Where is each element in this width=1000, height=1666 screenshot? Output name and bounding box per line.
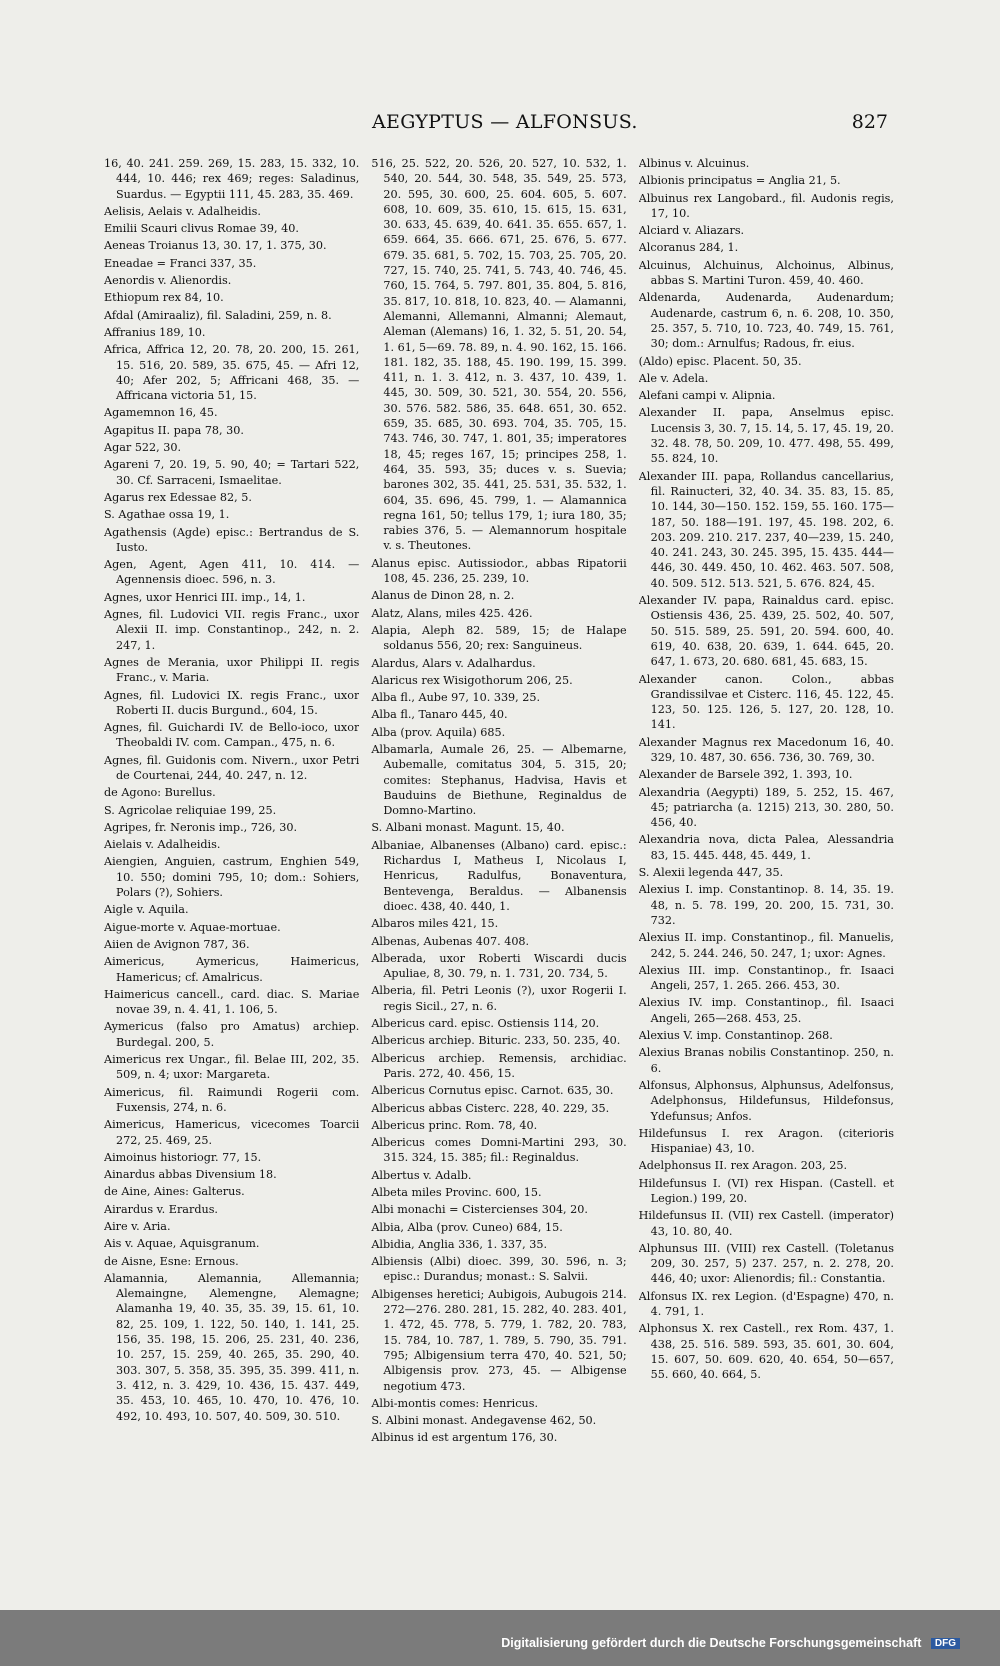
index-entry: Haimericus cancell., card. diac. S. Mariae novae 39, n. 4. 41, 1. 106, 5. [104,987,360,1017]
index-entry: Albeta miles Provinc. 600, 15. [371,1186,542,1199]
index-entry: Agnes, fil. Ludovici IX. regis Franc., uxor Roberti II. ducis Burgund., 604, 15. [104,688,360,717]
index-entry: S. Agricolae reliquiae 199, 25. [104,803,277,817]
index-entry: Affranius 189, 10. [104,325,206,339]
index-entry: Alfonsus IX. rex Legion. (d'Espagne) 470, n. 4. 791, 1. [638,1289,894,1319]
index-column-right [639,156,894,1551]
dfg-logo: DFG [931,1638,960,1649]
index-entry: Agareni 7, 20. 19, 5. 90, 40; = Tartari 522, 30. Cf. Sarraceni, Ismaelitae. [104,458,360,487]
index-entry: Albericus card. episc. Ostiensis 114, 20. [371,1017,600,1031]
index-entry: Alexius Branas nobilis Constantinop. 250, n. 6. [638,1046,894,1075]
index-entry: Alba fl., Tanaro 445, 40. [371,708,508,722]
index-entry: Albericus Cornutus episc. Carnot. 635, 30. [371,1084,614,1098]
index-entry: Alexander Magnus rex Macedonum 16, 40. 329, 10. 487, 30. 656. 736, 30. 769, 30. [638,735,894,764]
index-entry: Alexander III. papa, Rollandus cancellarius, fil. Rainucteri, 32, 40. 34. 35. 83, 15. 85, 10. 144, 30—150. 152. 159, 55. 160. 175—187, 50. 188—191. 197, 45. 198. 202, 6. 203. 209. 210. 217. 237, 40—239, 15. 240, 40. 241. 243, 30. 245. 395, 15. 435. 444—446, 30. 449. 450, 10. 462. 463. 507. 508, 40. 509. 512. 513. 521, 5. 676. 824, 45. [638,469,894,590]
index-entry: Albuinus rex Langobard., fil. Audonis regis, 17, 10. [638,191,894,220]
index-entry: Aiengien, Anguien, castrum, Enghien 549, 10. 550; domini 795, 10; dom.: Sohiers, Polars (?), Sohiers. [104,855,360,900]
index-entry: Airardus v. Erardus. [104,1202,218,1216]
index-entry: Aimericus, Aymericus, Haimericus, Hamericus; cf. Amalricus. [104,955,360,984]
index-entry: Alba fl., Aube 97, 10. 339, 25. [371,691,541,705]
index-entry: Alatz, Alans, miles 425. 426. [371,606,533,620]
index-entry: Agapitus II. papa 78, 30. [104,423,244,437]
index-entry: Aigue-morte v. Aquae-mortuae. [104,920,281,934]
index-entry: Albaros miles 421, 15. [371,917,499,931]
index-entry: Albi-montis comes: Henricus. [371,1396,538,1410]
index-entry: Alcuinus, Alchuinus, Alchoinus, Albinus, abbas S. Martini Turon. 459, 40. 460. [638,258,894,288]
index-entry: Aimericus, Hamericus, vicecomes Toarcii 272, 25. 469, 25. [104,1118,360,1147]
index-entry: Albertus v. Adalb. [371,1168,472,1182]
index-entry: Albionis principatus = Anglia 21, 5. [638,174,841,188]
index-entry: Eneadae = Franci 337, 35. [104,256,257,270]
index-entry: Alexandria nova, dicta Palea, Alessandria 83, 15. 445. 448, 45. 449, 1. [638,833,894,862]
index-entry: Hildefunsus II. (VII) rex Castell. (imperator) 43, 10. 80, 40. [638,1209,894,1238]
index-entry: 16, 40. 241. 259. 269, 15. 283, 15. 332, 10. 444, 10. 446; rex 469; reges: Saladinus, Suardus. — Egyptii 111, 45. 283, 35. 469. [104,157,360,201]
index-entry: Aigle v. Aquila. [104,903,189,917]
index-entry: Alexander canon. Colon., abbas Grandissilvae et Cisterc. 116, 45. 122, 45. 123, 50. 125. 126, 5. 127, 20. 128, 10. 141. [638,672,894,732]
index-entry: Albericus comes Domni-Martini 293, 30. 315. 324, 15. 385; fil.: Reginaldus. [371,1136,627,1165]
index-entry: Agen, Agent, Agen 411, 10. 414. — Agennensis dioec. 596, n. 3. [104,558,360,587]
index-entry: de Agono: Burellus. [104,786,216,800]
index-entry: Alba (prov. Aquila) 685. [371,725,506,739]
running-head: AEGYPTUS — ALFONSUS. [372,111,638,133]
index-entry: Aldenarda, Audenarda, Audenardum; Audenarde, castrum 6, n. 6. 208, 10. 350, 25. 357, 5. 710, 10. 723, 40. 749, 15. 761, 30; dom.: Arnulfus; Radous, fr. eius. [638,291,894,351]
index-entry: Alexius II. imp. Constantinop., fil. Manuelis, 242, 5. 244. 246, 50. 247, 1; uxor: Agnes. [638,931,894,960]
index-entry: Alamannia, Alemannia, Allemannia; Alemaingne, Alemengne, Alemagne; Alamanha 19, 40. 35, 35. 39, 15. 61, 10. 82, 25. 109, 1. 122, 50. 140, 1. 141, 25. 156, 35. 198, 15. 206, 25. 231, 40. 236, 10. 257, 15. 259, 40. 265, 35. 290, 40. 303. 307, 5. 358, 35. 395, 35. 399. 411, n. 3. 412, n. 3. 429, 10. 436, 15. 437. 449, 35. 453, 10. 465, 10. 470, 10. 476, 10. 492, 10. 493, 10. 507, 40. 509, 30. 510. [104,1271,360,1423]
index-entry: Ethiopum rex 84, 10. [104,291,224,305]
index-entry: Africa, Affrica 12, 20. 78, 20. 200, 15. 261, 15. 516, 20. 589, 35. 675, 45. — Afri 12, 40; Afer 202, 5; Affricani 468, 35. — Affricana victoria 51, 15. [104,343,360,403]
index-entry: Albiensis (Albi) dioec. 399, 30. 596, n. 3; episc.: Durandus; monast.: S. Salvii. [371,1255,627,1284]
index-entry: Albericus archiep. Bituric. 233, 50. 235, 40. [371,1034,621,1048]
index-entry: Albericus princ. Rom. 78, 40. [371,1118,538,1132]
index-entry: Albericus archiep. Remensis, archidiac. Paris. 272, 40. 456, 15. [371,1051,627,1080]
index-entry: de Aine, Aines: Galterus. [104,1185,245,1199]
index-entry: Adelphonsus II. rex Aragon. 203, 25. [638,1159,848,1173]
index-entry: Alexander IV. papa, Rainaldus card. episc. Ostiensis 436, 25. 439, 25. 502, 40. 507, 50. 515. 589, 25. 591, 20. 594. 600, 40. 619, 40. 638, 20. 639, 1. 644. 645, 20. 647, 1. 673, 20. 680. 681, 45. 683, 15. [638,594,894,669]
index-entry: Agnes, fil. Guidonis com. Nivern., uxor Petri de Courtenai, 244, 40. 247, n. 12. [104,753,360,782]
index-entry: Agathensis (Agde) episc.: Bertrandus de S. Iusto. [104,525,360,554]
index-entry: S. Alexii legenda 447, 35. [638,866,784,880]
index-column-left [104,156,359,1551]
index-entry: Alberia, fil. Petri Leonis (?), uxor Rogerii I. regis Sicil., 27, n. 6. [371,984,627,1013]
index-entry: Alardus, Alars v. Adalhardus. [371,656,536,670]
index-entry: Alapia, Aleph 82. 589, 15; de Halape soldanus 556, 20; rex: Sanguineus. [371,623,627,653]
page-number: 827 [851,111,888,133]
index-entry: Aeneas Troianus 13, 30. 17, 1. 375, 30. [104,239,327,253]
index-entry: Albinus v. Alcuinus. [638,157,750,170]
index-entry: Agnes, uxor Henrici III. imp., 14, 1. [104,590,306,604]
index-entry: Alphonsus X. rex Castell., rex Rom. 437, 1. 438, 25. 516. 589. 593, 35. 601, 30. 604, 15. 607, 50. 609. 620, 40. 654, 50—657, 55. 660, 40. 664, 5. [638,1322,894,1382]
index-entry: Aelisis, Aelais v. Adalheidis. [104,204,261,218]
index-entry: Aielais v. Adalheidis. [104,838,221,852]
index-entry: Alexius III. imp. Constantinop., fr. Isaaci Angeli, 257, 1. 265. 266. 453, 30. [638,963,894,993]
index-entry: Albaniae, Albanenses (Albano) card. episc.: Richardus I, Matheus I, Nicolaus I, Henricus, Radulfus, Bonaventura, Bentevenga, Beraldus. — Albanensis dioec. 438, 40. 440, 1. [371,838,627,913]
index-entry: Aymericus (falso pro Amatus) archiep. Burdegal. 200, 5. [104,1020,360,1049]
index-entry: S. Albani monast. Magunt. 15, 40. [371,821,565,835]
index-entry: Alciard v. Aliazars. [638,224,745,238]
index-entry: Alberada, uxor Roberti Wiscardi ducis Apuliae, 8, 30. 79, n. 1. 731, 20. 734, 5. [371,951,627,981]
index-entry: Albia, Alba (prov. Cuneo) 684, 15. [371,1220,563,1234]
index-entry: Alexandria (Aegypti) 189, 5. 252, 15. 467, 45; patriarcha (a. 1215) 213, 30. 280, 50. 456, 40. [638,785,894,830]
index-entry: Albinus id est argentum 176, 30. [371,1431,558,1445]
index-entry: Alexius IV. imp. Constantinop., fil. Isaaci Angeli, 265—268. 453, 25. [638,996,894,1025]
footer-credit [501,1636,960,1650]
index-column-middle [371,156,626,1551]
index-entry: Ainardus abbas Divensium 18. [104,1168,277,1182]
index-entry: Alefani campi v. Alipnia. [638,389,776,403]
index-entry: Aenordis v. Alienordis. [104,274,232,288]
index-entry: Aimoinus historiogr. 77, 15. [104,1150,262,1164]
index-entry: Alexius V. imp. Constantinop. 268. [638,1029,833,1043]
index-entry: Agarus rex Edessae 82, 5. [104,490,252,504]
index-entry: Alexander de Barsele 392, 1. 393, 10. [638,768,853,782]
index-entry: Albigenses heretici; Aubigois, Aubugois 214. 272—276. 280. 281, 15. 282, 40. 283. 401, 1. 472, 45. 778, 5. 779, 1. 782, 20. 783, 15. 784, 10. 787, 1. 789, 5. 790, 35. 791. 795; Albigensium terra 470, 40. 521, 50; Albigensis prov. 273, 45. — Albigense negotium 473. [371,1287,627,1393]
index-entry: Hildefunsus I. (VI) rex Hispan. (Castell. et Legion.) 199, 20. [638,1176,894,1205]
index-entry: Emilii Scauri clivus Romae 39, 40. [104,222,299,236]
index-entry: Alfonsus, Alphonsus, Alphunsus, Adelfonsus, Adelphonsus, Hildefunsus, Hildefonsus, Ydefunsus; Anfos. [638,1078,894,1123]
index-entry: S. Albini monast. Andegavense 462, 50. [371,1414,597,1428]
index-entry: Albenas, Aubenas 407. 408. [371,934,530,948]
index-entry: Alcoranus 284, 1. [638,241,739,255]
index-entry: Aiien de Avignon 787, 36. [104,937,250,951]
index-entry: Aire v. Aria. [104,1220,171,1233]
index-entry: Hildefunsus I. rex Aragon. (citerioris Hispaniae) 43, 10. [638,1126,894,1156]
index-columns [104,156,894,1551]
index-entry: Ais v. Aquae, Aquisgranum. [104,1237,260,1251]
index-entry: Agamemnon 16, 45. [104,406,218,420]
index-entry: Alexius I. imp. Constantinop. 8. 14, 35. 19. 48, n. 5. 78. 199, 20. 200, 15. 731, 30. 732. [638,883,894,927]
index-entry: Aimericus, fil. Raimundi Rogerii com. Fuxensis, 274, n. 6. [104,1085,360,1114]
footer-credit-text: Digitalisierung gefördert durch die Deutsche Forschungsgemeinschaft [501,1636,922,1650]
index-entry: Agnes, fil. Guichardi IV. de Bello-ioco, uxor Theobaldi IV. com. Campan., 475, n. 6. [104,721,360,750]
index-entry: Agnes, fil. Ludovici VII. regis Franc., uxor Alexii II. imp. Constantinop., 242, n. 2. 247, 1. [104,608,360,652]
index-entry: Afdal (Amiraaliz), fil. Saladini, 259, n. 8. [104,308,332,322]
index-entry: Albidia, Anglia 336, 1. 337, 35. [371,1237,548,1251]
index-entry: de Aisne, Esne: Ernous. [104,1254,239,1268]
index-entry: Alanus episc. Autissiodor., abbas Ripatorii 108, 45. 236, 25. 239, 10. [371,556,627,586]
index-entry: Agripes, fr. Neronis imp., 726, 30. [104,820,298,834]
index-entry: Alphunsus III. (VIII) rex Castell. (Toletanus 209, 30. 257, 5) 237. 257, n. 2. 278, 20. 446, 40; uxor: Alienordis; fil.: Constantia. [638,1241,894,1286]
index-entry: Albericus abbas Cisterc. 228, 40. 229, 35. [371,1101,610,1115]
index-entry: Ale v. Adela. [638,371,709,385]
index-entry: (Aldo) episc. Placent. 50, 35. [638,354,802,368]
footer-bar [0,1610,1000,1666]
index-entry: 516, 25. 522, 20. 526, 20. 527, 10. 532, 1. 540, 20. 544, 30. 548, 35. 549, 25. 573, 20. 595, 30. 600, 25. 604. 605, 5. 607. 608, 10. 609, 35. 610, 15. 615, 15. 631, 30. 633, 45. 639, 40. 641. 35. 655. 657, 1. 659. 664, 35. 666. 671, 25. 676, 5. 677. 679. 35. 681, 5. 702, 15. 703, 25. 705, 20. 727, 15. 740, 25. 741, 5. 743, 40. 746, 45. 760, 15. 764, 5. 797. 801, 35. 804, 5. 816, 35. 817, 10. 818, 10. 823, 40. — Alamanni, Alemanni, Allemanni, Almanni; Alemaut, Aleman (Alemans) 16, 1. 32, 5. 51, 20. 54, 1. 61, 5—69. 78. 89, n. 4. 90. 162, 15. 166. 181. 182, 35. 188, 45. 190. 199, 15. 399. 411, n. 1. 3. 412, n. 3. 437, 10. 439, 1. 445, 30. 509, 30. 521, 30. 554, 20. 556, 30. 576. 582. 586, 35. 648. 651, 30. 652. 659, 35. 685, 30. 693. 704, 35. 705, 15. 743. 746, 30. 747, 1. 801, 35; imperatores 18, 45; reges 167, 15; principes 258, 1. 464, 35. 593, 35; duces v. s. Suevia; barones 302, 35. 441, 25. 531, 35. 532, 1. 604, 35. 696, 45. 799, 1. — Alamannica regna 161, 50; tellus 179, 1; iura 180, 35; rabies 376, 5. — Alemannorum hospitale v. s. Theutones. [371,157,627,553]
index-entry: Albi monachi = Cistercienses 304, 20. [371,1203,588,1217]
index-entry: Alexander II. papa, Anselmus episc. Lucensis 3, 30. 7, 15. 14, 5. 17, 45. 19, 20. 32. 48. 78, 50. 209, 10. 477. 498, 55. 499, 55. 824, 10. [638,406,894,466]
index-entry: Albamarla, Aumale 26, 25. — Albemarne, Aubemalle, comitatus 304, 5. 315, 20; comites: Stephanus, Hadvisa, Havis et Bauduins de Biethune, Reginaldus de Domno-Martino. [371,742,627,818]
index-entry: Alanus de Dinon 28, n. 2. [371,589,515,603]
index-entry: Agar 522, 30. [104,441,182,455]
index-entry: Agnes de Merania, uxor Philippi II. regis Franc., v. Maria. [104,655,360,685]
index-entry: Aimericus rex Ungar., fil. Belae III, 202, 35. 509, n. 4; uxor: Margareta. [104,1053,360,1082]
index-entry: Alaricus rex Wisigothorum 206, 25. [371,673,573,687]
page-header [0,111,1000,141]
index-entry: S. Agathae ossa 19, 1. [104,508,230,522]
